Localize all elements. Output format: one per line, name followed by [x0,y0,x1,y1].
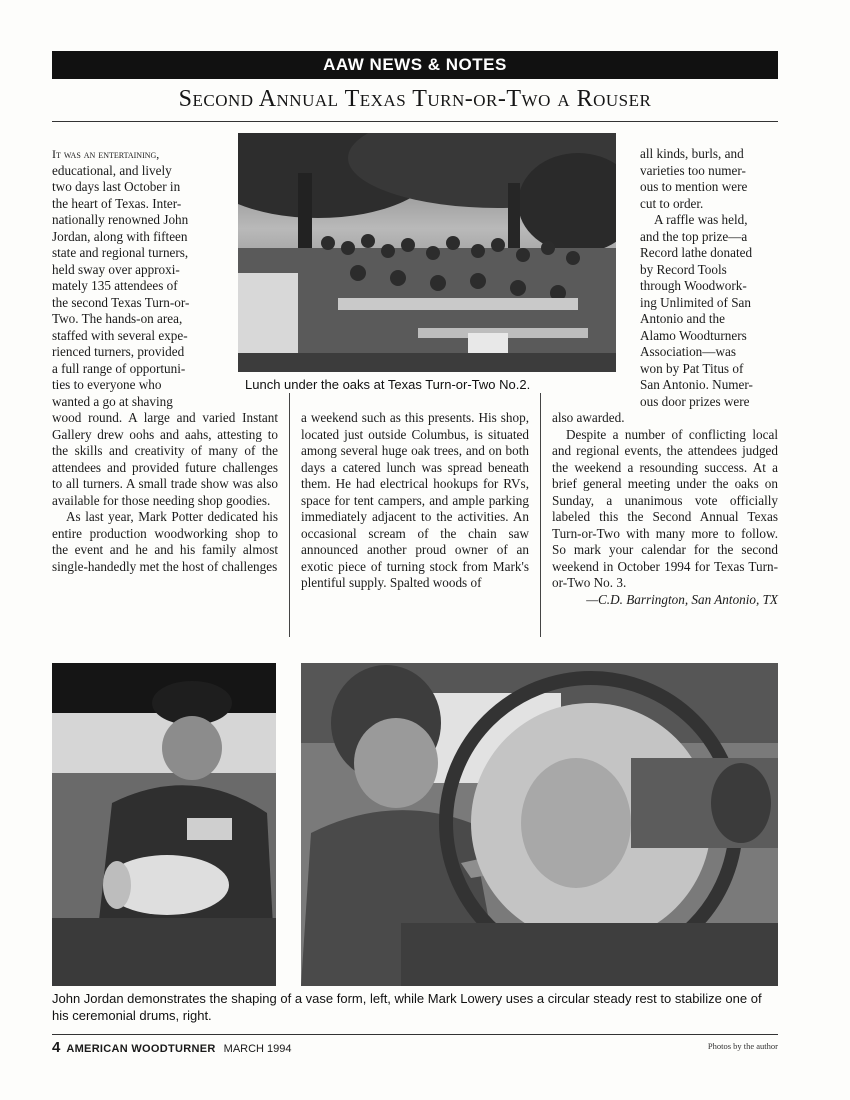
john-jordan-photo [52,663,276,986]
text-line: rienced turners, provided [52,344,185,359]
text-line: mately 135 attendees of [52,278,178,293]
magazine-name: AMERICAN WOODTURNER [66,1043,216,1055]
section-banner: AAW NEWS & NOTES [52,51,778,79]
text-line: a full range of opportuni- [52,360,186,376]
text-line: Alamo Woodturners [640,327,747,343]
text-line: the heart of Texas. Inter- [52,195,182,211]
lunch-photo [238,133,616,372]
text-line: two days last October in [52,179,181,194]
text-line: by Record Tools [640,261,727,277]
column-divider-2 [540,393,541,637]
text-line: through Woodwork- [640,278,747,293]
article-column-1-top [52,146,230,410]
text-line: nationally renowned John [52,212,189,227]
text-line: Two. The hands-on area, [52,311,183,326]
text-line: Jordan, along with fifteen [52,228,188,244]
text-line: ous door prizes were [640,393,750,409]
page-number: 4 [52,1039,61,1056]
text-line: cut to order. [640,195,704,211]
footer-rule [52,1034,778,1035]
text-line: varieties too numer- [640,162,746,178]
text-line: ties to everyone who [52,377,162,392]
headline-rule [52,121,778,122]
article-column-1-bottom: wood round. A large and varied Instant Gallery drew oohs and aahs, attesting to the skills and creativity of many of the attendees and provided future challenges to all turners. A small trade show was also available for those needing shop goodies. As last year, Mark Potter dedicated his entire production woodworking shop to the event and he and his family almost single-handedly met the host of challenges [52,410,278,574]
photo-credit: Photos by the author [707,1041,778,1051]
article-headline: Second Annual Texas Turn-or-Two a Rouser [178,86,652,112]
page-footer [52,1039,292,1056]
text-line: San Antonio. Numer- [640,377,753,392]
text-line: Antonio and the [640,311,725,326]
text-line: and the top prize—a [640,228,748,244]
article-column-3-top [640,146,778,410]
text-line: the second Texas Turn-or- [52,294,190,310]
text-line: ous to mention were [640,179,748,194]
column-divider-1 [289,393,290,637]
mark-lowery-photo [301,663,778,986]
article-column-3-bottom: also awarded. Despite a number of conflicting local and regional events, the attendees judged the weekend a resounding success. At a brief general meeting under the oaks on Sunday, a unanimous vote officially labeled this the Second Annual Texas Turn-or-Two with many more to follow. So mark your calendar for the second weekend in October 1994 for Texas Turn-or-Two No. 3. —C.D. Barrington, San Antonio, TX [552,410,778,607]
issue-date: MARCH 1994 [223,1043,292,1055]
text-line: educational, and lively [52,162,172,178]
text-line: Association—was [640,344,736,359]
lunch-photo-caption: Lunch under the oaks at Texas Turn-or-Two No.2. [245,377,531,392]
article-lead-in: It was an entertaining, [52,147,160,161]
text-line: Record lathe donated [640,245,753,260]
text-line: staffed with several expe- [52,327,188,343]
text-line: won by Pat Titus of [640,360,744,376]
text-line: state and regional turners, [52,245,189,260]
text-line: A raffle was held, [654,212,748,227]
text-line: held sway over approxi- [52,261,180,277]
author-signoff: —C.D. Barrington, San Antonio, TX [586,591,778,607]
text-line: wanted a go at shaving [52,393,173,409]
bottom-photos-caption: John Jordan demonstrates the shaping of a vase form, left, while Mark Lowery uses a circular steady rest to stabilize one of his ceremonial drums, right. [52,991,762,1023]
text-line: ing Unlimited of San [640,294,751,310]
article-column-2: a weekend such as this presents. His shop, located just outside Columbus, is situated among several huge oak trees, and on both days a catered lunch was spread beneath them. He had electrical hookups for RVs, space for tent campers, and ample parking immediately adjacent to the activities. An occasional scream of the chain saw announced another proud owner of an exotic piece of turning stock from Mark's plentiful supply. Spalted woods of [301,410,529,590]
text-line: all kinds, burls, and [640,146,744,161]
